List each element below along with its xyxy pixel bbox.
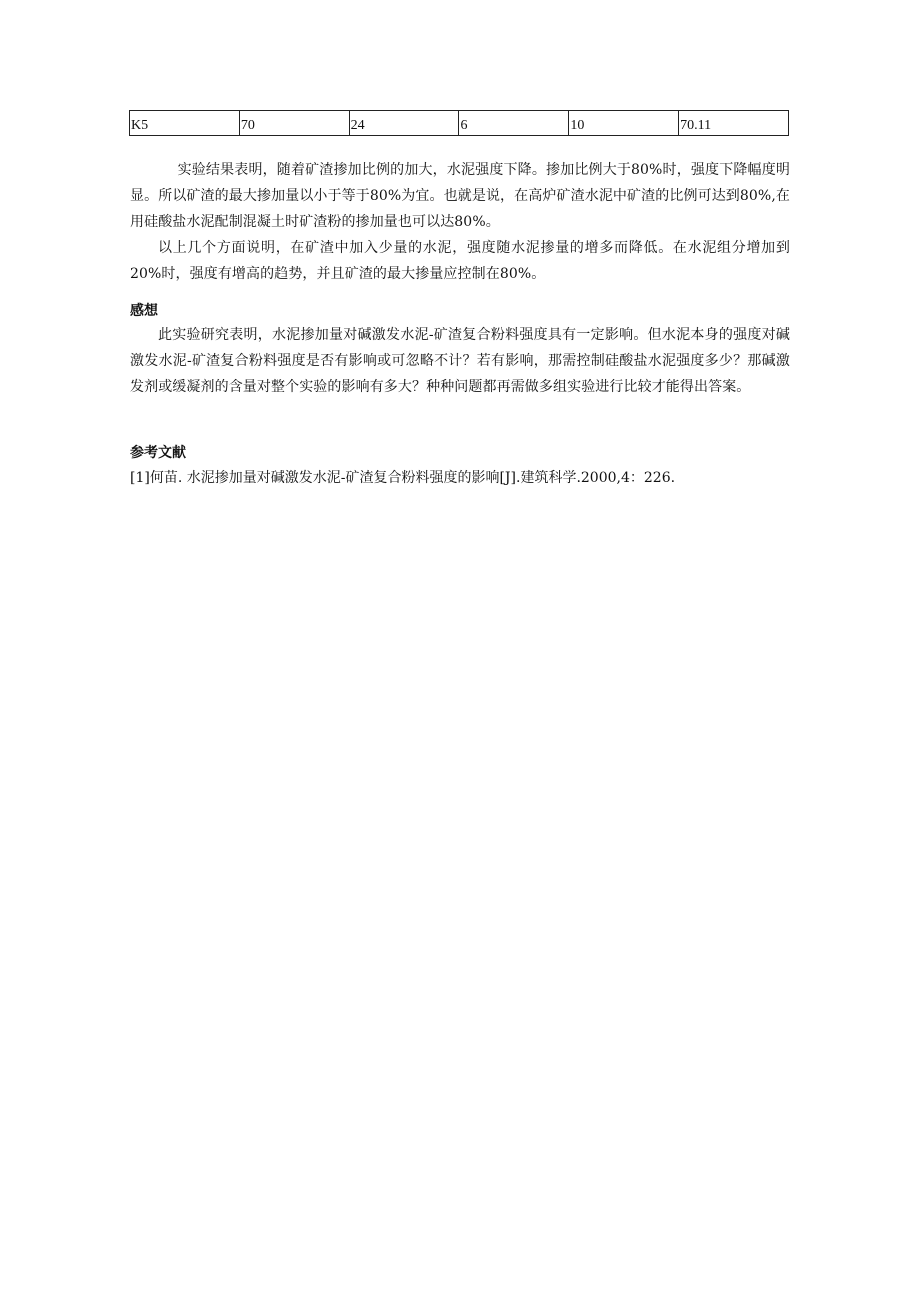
table-cell: 10 [569,111,679,136]
table-cell: 70 [239,111,349,136]
reflection-paragraph: 此实验研究表明，水泥掺加量对碱激发水泥-矿渣复合粉料强度具有一定影响。但水泥本身的强度对碱激发水泥-矿渣复合粉料强度是否有影响或可忽略不计？若有影响，那需控制硅酸盐水泥强度多少？那碱激发剂或缓凝剂的含量对整个实验的影响有多大？种种问题都再需做多组实验进行比较才能得出答案。 [130,327,790,395]
reflection-heading: 感想 [130,303,158,319]
table-row [130,111,789,136]
table-cell: 70.11 [679,111,789,136]
table-cell: K5 [130,111,240,136]
table-cell: 24 [349,111,459,136]
results-section [130,157,790,287]
table-cell: 6 [459,111,569,136]
data-table [129,110,789,136]
references-heading: 参考文献 [130,445,186,461]
reflection-section [130,322,790,400]
reference-item: [1]何苗. 水泥掺加量对碱激发水泥-矿渣复合粉料强度的影响[J].建筑科学.2000,4：226. [130,470,676,486]
conclusion-paragraph: 以上几个方面说明，在矿渣中加入少量的水泥，强度随水泥掺量的增多而降低。在水泥组分增加到20%时，强度有增高的趋势，并且矿渣的最大掺量应控制在80%。 [130,240,790,282]
results-paragraph: 实验结果表明，随着矿渣掺加比例的加大，水泥强度下降。掺加比例大于80%时，强度下降幅度明显。所以矿渣的最大掺加量以小于等于80%为宜。也就是说，在高炉矿渣水泥中矿渣的比例可达到80%,在用硅酸盐水泥配制混凝土时矿渣粉的掺加量也可以达80%。 [130,162,790,230]
